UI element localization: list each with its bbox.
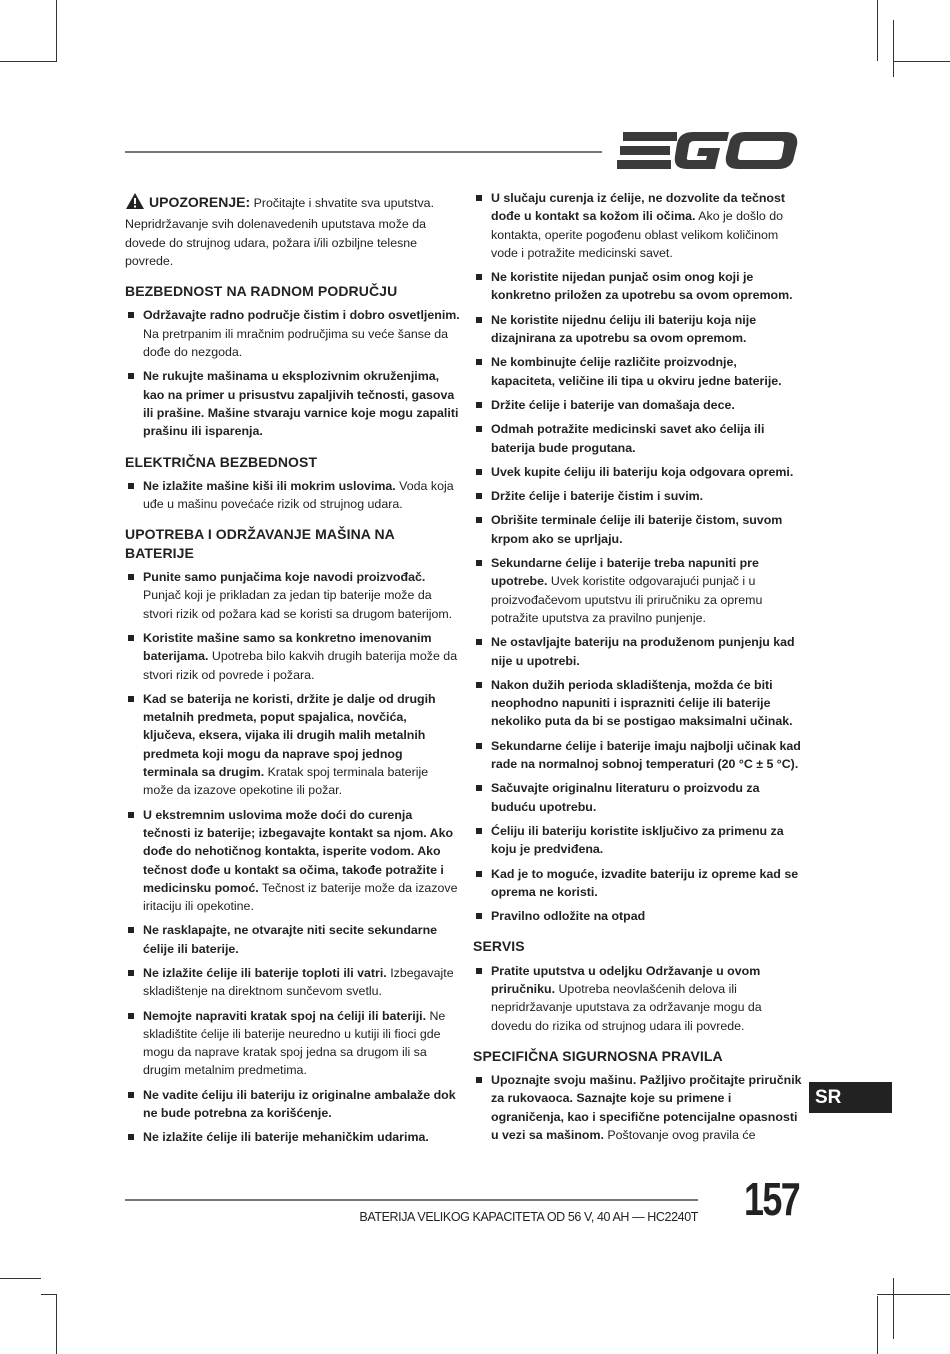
list-item: Uvek kupite ćeliju ili bateriju koja odgovara opremi. [473,463,803,481]
crop-mark [0,1278,41,1279]
bullet-list [125,477,460,514]
list-item: Održavajte radno područje čistim i dobro osvetljenim. Na pretrpanim ili mračnim područjima su veće šanse da dođe do nezgoda. [125,306,460,361]
list-item: Upoznajte svoju mašinu. Pažljivo pročitajte priručnik za rukovaoca. Saznajte koje su primene i ograničenja, kao i specifične potencijalne opasnosti u vezi sa mašinom. Poštovanje ovog pravila će [473,1071,803,1144]
list-item: U slučaju curenja iz ćelije, ne dozvolite da tečnost dođe u kontakt sa kožom ili očima. Ako je došlo do kontakta, operite pogođenu oblast velikom količinom vode i potražite medicinski savet. [473,189,803,262]
list-item: Kad je to moguće, izvadite bateriju iz opreme kad se oprema ne koristi. [473,865,803,902]
list-item: U ekstremnim uslovima može doći do curenja tečnosti iz baterije; izbegavajte kontakt sa njom. Ako dođe do nehotičnog kontakta, isperite vodom. Ako tečnost dođe u kontakt sa očima, takođe potražite i medicinsku pomoć. Tečnost iz baterije može da izazove iritaciju ili opekotine. [125,806,460,916]
list-item: Ne vadite ćeliju ili bateriju iz originalne ambalaže dok ne bude potrebna za korišćenje. [125,1086,460,1123]
header-rule [125,151,602,153]
list-item: Sekundarne ćelije i baterije imaju najbolji učinak kad rade na normalnoj sobnoj temperaturi (20 °C ± 5 °C). [473,737,803,774]
list-item: Držite ćelije i baterije van domašaja dece. [473,396,803,414]
bullet-list [125,568,460,1147]
section-heading: ELEKTRIČNA BEZBEDNOST [125,453,318,470]
section-heading: UPOTREBA I ODRŽAVANJE MAŠINA NA BATERIJE [125,526,395,561]
crop-mark [877,0,878,61]
crop-mark [0,61,57,62]
bullet-list [473,1071,803,1144]
warning-triangle-icon [125,192,145,215]
footer-rule [125,1199,698,1201]
language-tab: SR [809,1082,892,1113]
list-item: Ne koristite nijednu ćeliju ili bateriju koja nije dizajnirana za upotrebu sa ovom opremom. [473,311,803,348]
crop-mark [893,20,894,77]
crop-mark [56,1294,57,1354]
ego-logo [617,130,799,172]
section-heading: SPECIFIČNA SIGURNOSNA PRAVILA [473,1047,723,1064]
list-item: Ne kombinujte ćelije različite proizvodnje, kapaciteta, veličine ili tipa u okviru jedne baterije. [473,353,803,390]
list-item: Ne izlažite ćelije ili baterije mehaničkim udarima. [125,1128,460,1146]
right-column [473,189,803,1150]
section-heading: SERVIS [473,938,525,955]
warning-paragraph [125,192,460,270]
crop-mark [893,61,950,62]
list-item: Ćeliju ili bateriju koristite isključivo za primenu za koju je predviđena. [473,822,803,859]
list-item: Nakon dužih perioda skladištenja, možda će biti neophodno napuniti i isprazniti ćelije ili baterije nekoliko puta da bi se postigao maksimalni učinak. [473,676,803,731]
warning-text: Pročitajte i shvatite sva uputstva. Nepridržavanje svih dolenavedenih uputstava može da dovede do strujnog udara, požara i/ili ozbiljne telesne povrede. [125,196,435,268]
list-item: Ne izlažite ćelije ili baterije toploti ili vatri. Izbegavajte skladištenje na direktnom sunčevom svetlu. [125,964,460,1001]
crop-mark [877,1294,950,1295]
footer-title: BATERIJA VELIKOG KAPACITETA OD 56 V, 40 AH — HC2240T [359,1210,698,1224]
list-item: Držite ćelije i baterije čistim i suvim. [473,487,803,505]
list-item: Obrišite terminale ćelije ili baterije čistom, suvom krpom ako se uprljaju. [473,511,803,548]
crop-mark [877,1296,878,1354]
list-item: Ne ostavljajte bateriju na produženom punjenju kad nije u upotrebi. [473,633,803,670]
list-item: Kad se baterija ne koristi, držite je dalje od drugih metalnih predmeta, poput spajalica, novčića, ključeva, eksera, vijaka ili drugih malih metalnih predmeta koji mogu da naprave spoj jednog terminala sa drugim. Kratak spoj terminala baterije može da izazove opekotine ili požar. [125,690,460,800]
list-item: Ne izlažite mašine kiši ili mokrim uslovima. Voda koja uđe u mašinu povećaće rizik od strujnog udara. [125,477,460,514]
warning-label: UPOZORENJE: [149,194,251,210]
list-item: Pratite uputstva u odeljku Održavanje u ovom priručniku. Upotreba neovlašćenih delova ili nepridržavanje uputstava za održavanje mogu da dovedu do rizika od strujnog udara ili povrede. [473,962,803,1035]
section-heading: BEZBEDNOST NA RADNOM PODRUČJU [125,283,398,300]
list-item: Koristite mašine samo sa konkretno imenovanim baterijama. Upotreba bilo kakvih drugih baterija može da stvori rizik od povrede i požara. [125,629,460,684]
left-column [125,192,460,1153]
bullet-list [125,306,460,440]
crop-mark [893,1278,894,1339]
list-item: Nemojte napraviti kratak spoj na ćeliji ili bateriji. Ne skladištite ćelije ili baterije neuredno u kutiji ili fioci gde mogu da naprave kratak spoj jedna sa drugom ili sa drugim metalnim predmetima. [125,1007,460,1080]
list-item: Sačuvajte originalnu literaturu o proizvodu za buduću upotrebu. [473,779,803,816]
list-item: Ne koristite nijedan punjač osim onog koji je konkretno priložen za upotrebu sa ovom opremom. [473,268,803,305]
list-item: Punite samo punjačima koje navodi proizvođač. Punjač koji je prikladan za jedan tip baterije može da stvori rizik od požara kad se koristi sa drugom baterijom. [125,568,460,623]
crop-mark [41,1294,57,1295]
bullet-list [473,189,803,925]
crop-mark [56,0,57,61]
list-item: Odmah potražite medicinski savet ako ćelija ili baterija bude progutana. [473,420,803,457]
page-number: 157 [744,1173,800,1225]
list-item: Ne rasklapajte, ne otvarajte niti secite sekundarne ćelije ili baterije. [125,921,460,958]
list-item: Pravilno odložite na otpad [473,907,803,925]
list-item: Ne rukujte mašinama u eksplozivnim okruženjima, kao na primer u prisustvu zapaljivih tečnosti, gasova ili prašine. Mašine stvaraju varnice koje mogu zapaliti prašinu ili isparenja. [125,367,460,440]
bullet-list [473,962,803,1035]
list-item: Sekundarne ćelije i baterije treba napuniti pre upotrebe. Uvek koristite odgovarajući punjač i u proizvođačevom uputstvu ili priručniku za opremu potražite uputstva za pravilno punjenje. [473,554,803,627]
